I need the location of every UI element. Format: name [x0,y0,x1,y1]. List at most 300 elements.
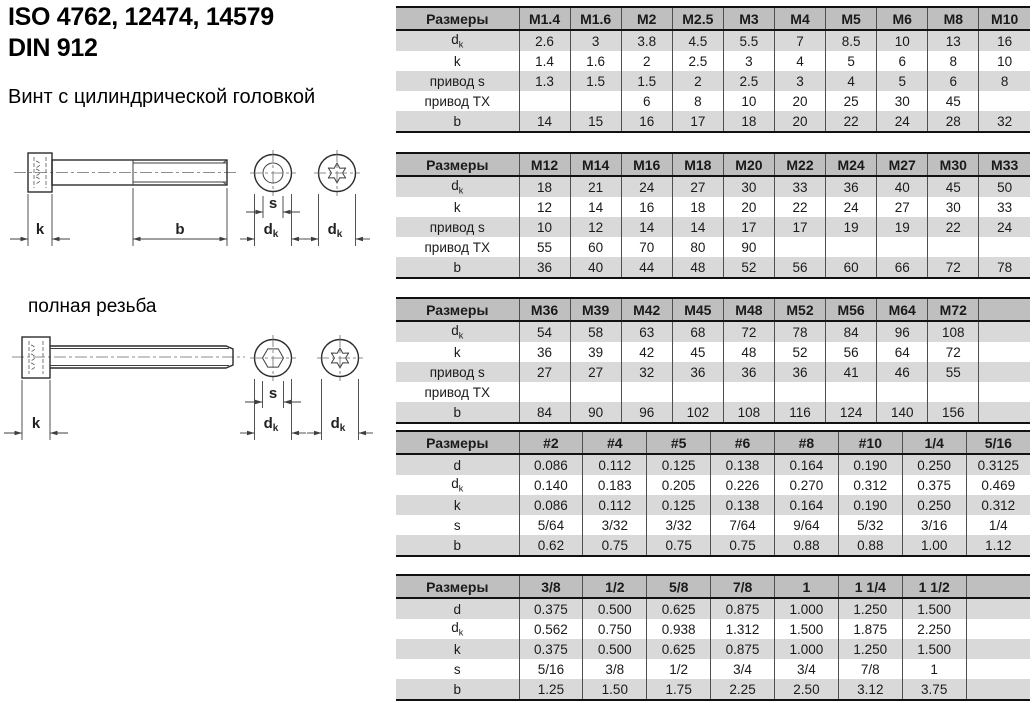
value-cell: 7 [774,30,825,51]
value-cell: 0.875 [711,639,775,659]
value-cell: 6 [928,71,979,91]
row-label: $d_k$ [451,178,464,196]
column-header: M48 [723,298,774,321]
value-cell: 5 [826,51,877,71]
row-label: привод s [429,73,485,89]
end-view-socket [240,150,306,246]
dim-label-dk: $d_k$ [330,415,346,434]
value-cell: 5/16 [519,659,583,679]
value-cell: 1.250 [838,639,902,659]
value-cell: 21 [570,176,621,197]
value-cell: 20 [774,111,825,132]
table-row [396,659,1030,679]
value-cell: 3/32 [583,515,647,535]
iso-standards-title: ISO 4762, 12474, 14579 [8,3,274,31]
value-cell: 22 [826,111,877,132]
row-label: b [396,535,519,556]
column-header: 7/8 [711,575,775,598]
dim-label-dk: $d_k$ [263,221,279,240]
value-cell: 1.25 [519,679,583,700]
header-row [396,7,1030,30]
value-cell: 68 [672,321,723,342]
value-cell: 25 [826,91,877,111]
column-header: 1 1/2 [902,575,966,598]
value-cell: 58 [570,321,621,342]
row-label: b [396,679,519,700]
value-cell [966,619,1030,639]
column-header: M72 [928,298,979,321]
column-header: #8 [775,431,839,454]
value-cell: 36 [672,362,723,382]
value-cell: 20 [774,91,825,111]
value-cell: 1/2 [647,659,711,679]
value-cell: 12 [519,197,570,217]
value-cell: 14 [519,111,570,132]
page-title [8,2,274,64]
value-cell [774,237,825,257]
row-label: k [453,344,461,360]
table-row [396,321,1030,342]
column-header: 1/4 [902,431,966,454]
value-cell: 0.75 [583,535,647,556]
value-cell: 13 [928,30,979,51]
value-cell: 41 [826,362,877,382]
column-header: M22 [774,153,825,176]
value-cell: 2.25 [711,679,775,700]
value-cell: 48 [672,257,723,278]
value-cell: 16 [979,30,1030,51]
value-cell [570,91,621,111]
value-cell [979,382,1030,402]
value-cell: 10 [979,51,1030,71]
metric-table-large [396,297,1030,424]
value-cell [621,382,672,402]
value-cell: 10 [723,91,774,111]
value-cell: 5/32 [838,515,902,535]
value-cell: 4.5 [672,30,723,51]
table-row [396,495,1030,515]
screw-drawing-full-thread [0,328,390,448]
value-cell [826,237,877,257]
value-cell: 44 [621,257,672,278]
value-cell [966,679,1030,700]
value-cell: 17 [723,217,774,237]
value-cell: 0.270 [775,475,839,495]
value-cell: 0.88 [838,535,902,556]
value-cell: 30 [877,91,928,111]
value-cell: 7/8 [838,659,902,679]
dimension-table [396,297,1030,424]
value-cell: 1.5 [570,71,621,91]
value-cell: 10 [877,30,928,51]
value-cell [979,402,1030,423]
value-cell: 8.5 [826,30,877,51]
value-cell: 102 [672,402,723,423]
row-label: $d_k$ [451,476,464,494]
row-label: b [396,111,519,132]
value-cell: 36 [774,362,825,382]
value-cell: 20 [723,197,774,217]
column-header: M20 [723,153,774,176]
value-cell: 0.750 [583,619,647,639]
value-cell: 2.50 [775,679,839,700]
dim-label-k: k [35,221,45,238]
value-cell: 18 [723,111,774,132]
value-cell: 140 [877,402,928,423]
value-cell: 124 [826,402,877,423]
dimension-b [133,188,227,246]
column-header [979,298,1030,321]
value-cell: 27 [519,362,570,382]
value-cell: 0.112 [583,454,647,475]
row-label: s [453,517,461,533]
row-label: $d_k$ [451,323,464,341]
value-cell: 0.125 [647,495,711,515]
value-cell: 96 [621,402,672,423]
value-cell: 0.312 [838,475,902,495]
value-cell: 27 [672,176,723,197]
dimension-table [396,430,1030,557]
row-label: k [453,199,461,215]
value-cell: 0.205 [647,475,711,495]
column-header: M27 [877,153,928,176]
screw-side-view [12,337,245,378]
value-cell: 63 [621,321,672,342]
value-cell [928,237,979,257]
table-row [396,30,1030,51]
table-row [396,111,1030,132]
value-cell [979,321,1030,342]
column-header: M1.6 [570,7,621,30]
table-row [396,535,1030,556]
column-header: M33 [979,153,1030,176]
value-cell: 0.250 [902,495,966,515]
value-cell: 1.500 [902,598,966,619]
value-cell: 0.469 [966,475,1030,495]
value-cell: 116 [774,402,825,423]
value-cell: 90 [570,402,621,423]
value-cell: 33 [979,197,1030,217]
value-cell [519,91,570,111]
value-cell: 6 [877,51,928,71]
value-cell: 0.183 [583,475,647,495]
row-label: привод s [429,219,485,235]
value-cell: 0.375 [519,639,583,659]
column-header: M8 [928,7,979,30]
value-cell: 2.5 [672,51,723,71]
column-header: M12 [519,153,570,176]
value-cell: 2.6 [519,30,570,51]
value-cell: 3 [723,51,774,71]
value-cell: 55 [519,237,570,257]
sizes-header: Размеры [396,298,519,321]
value-cell: 36 [826,176,877,197]
column-header: M56 [826,298,877,321]
dimension-table [396,574,1030,701]
value-cell: 0.112 [583,495,647,515]
row-label: привод s [429,364,485,380]
value-cell: 46 [877,362,928,382]
value-cell: 39 [570,342,621,362]
column-header: M2 [621,7,672,30]
end-view-hex-socket [240,335,306,440]
value-cell: 1.312 [711,619,775,639]
column-header: 1 [775,575,839,598]
dimension-k [10,194,70,246]
value-cell: 5/64 [519,515,583,535]
value-cell [774,382,825,402]
value-cell: 16 [621,111,672,132]
value-cell: 32 [621,362,672,382]
value-cell: 3/4 [775,659,839,679]
value-cell [966,659,1030,679]
table-row [396,619,1030,639]
value-cell: 66 [877,257,928,278]
table-row [396,197,1030,217]
value-cell: 1/4 [966,515,1030,535]
row-label: d [453,601,461,617]
value-cell: 8 [672,91,723,111]
value-cell: 24 [826,197,877,217]
column-header: M10 [979,7,1030,30]
value-cell: 0.3125 [966,454,1030,475]
value-cell: 1.6 [570,51,621,71]
table-row [396,382,1030,402]
value-cell: 36 [519,342,570,362]
row-label: d [453,457,461,473]
value-cell: 84 [826,321,877,342]
value-cell: 1.000 [775,639,839,659]
table-row [396,475,1030,495]
row-label: привод TX [424,384,490,400]
value-cell: 1.00 [902,535,966,556]
value-cell: 0.140 [519,475,583,495]
value-cell: 17 [774,217,825,237]
value-cell: 7/64 [711,515,775,535]
value-cell: 60 [570,237,621,257]
value-cell: 108 [928,321,979,342]
row-label: s [453,661,461,677]
value-cell: 2.5 [723,71,774,91]
dim-label-s: s [268,195,278,212]
value-cell: 0.312 [966,495,1030,515]
value-cell: 90 [723,237,774,257]
row-label: b [396,402,519,423]
screw-side-view [14,153,238,192]
column-header: M2.5 [672,7,723,30]
value-cell: 80 [672,237,723,257]
value-cell: 0.138 [711,495,775,515]
value-cell: 70 [621,237,672,257]
value-cell: 0.190 [838,454,902,475]
column-header: #2 [519,431,583,454]
value-cell: 3/8 [583,659,647,679]
column-header: 5/16 [966,431,1030,454]
value-cell: 1.500 [775,619,839,639]
column-header: #6 [711,431,775,454]
value-cell: 0.190 [838,495,902,515]
value-cell: 0.138 [711,454,775,475]
value-cell: 1.5 [621,71,672,91]
value-cell: 32 [979,111,1030,132]
value-cell: 0.226 [711,475,775,495]
value-cell: 45 [928,91,979,111]
full-thread-label: полная резьба [28,296,157,317]
column-header [966,575,1030,598]
column-header: #5 [647,431,711,454]
column-header: M5 [826,7,877,30]
screw-drawing-partial-thread [0,148,390,266]
column-header: #10 [838,431,902,454]
column-header: M4 [774,7,825,30]
value-cell: 36 [519,257,570,278]
table-row [396,51,1030,71]
imperial-table-small [396,430,1030,557]
value-cell: 8 [979,71,1030,91]
sizes-header: Размеры [396,575,519,598]
value-cell: 54 [519,321,570,342]
value-cell [570,382,621,402]
value-cell [966,598,1030,619]
table-row [396,176,1030,197]
value-cell: 17 [672,111,723,132]
header-row [396,431,1030,454]
row-label: $d_k$ [451,620,464,638]
value-cell: 64 [877,342,928,362]
table-row [396,217,1030,237]
dim-label-k: k [31,415,41,432]
value-cell: 24 [621,176,672,197]
value-cell: 30 [723,176,774,197]
value-cell: 1 [902,659,966,679]
column-header: 3/8 [519,575,583,598]
value-cell: 55 [928,362,979,382]
table-row [396,402,1030,423]
value-cell: 1.875 [838,619,902,639]
value-cell [979,362,1030,382]
value-cell: 0.086 [519,495,583,515]
value-cell: 24 [877,111,928,132]
value-cell: 14 [621,217,672,237]
column-header: M45 [672,298,723,321]
value-cell: 52 [723,257,774,278]
value-cell: 0.086 [519,454,583,475]
column-header: #4 [583,431,647,454]
table-row [396,362,1030,382]
value-cell: 1.50 [583,679,647,700]
value-cell: 0.875 [711,598,775,619]
dimension-table [396,152,1030,279]
value-cell: 33 [774,176,825,197]
value-cell: 2 [621,51,672,71]
value-cell [979,91,1030,111]
value-cell: 0.500 [583,639,647,659]
value-cell: 96 [877,321,928,342]
value-cell: 1.12 [966,535,1030,556]
header-row [396,298,1030,321]
table-row [396,342,1030,362]
end-view-torx [304,150,370,246]
dimension-k [4,380,68,440]
product-subtitle: Винт с цилиндрической головкой [8,86,316,108]
value-cell [826,382,877,402]
value-cell: 1.3 [519,71,570,91]
value-cell: 0.75 [647,535,711,556]
sizes-header: Размеры [396,431,519,454]
column-header: M42 [621,298,672,321]
value-cell: 0.62 [519,535,583,556]
value-cell: 45 [672,342,723,362]
value-cell [672,382,723,402]
sizes-header: Размеры [396,153,519,176]
metric-table-small [396,6,1030,133]
value-cell: 3.75 [902,679,966,700]
value-cell: 5 [877,71,928,91]
column-header: M36 [519,298,570,321]
metric-table-medium [396,152,1030,279]
value-cell: 18 [519,176,570,197]
value-cell: 78 [774,321,825,342]
column-header: M16 [621,153,672,176]
value-cell [877,382,928,402]
value-cell: 9/64 [775,515,839,535]
value-cell: 0.375 [902,475,966,495]
value-cell: 1.4 [519,51,570,71]
column-header: 1 1/4 [838,575,902,598]
value-cell: 1.500 [902,639,966,659]
value-cell: 0.500 [583,598,647,619]
value-cell: 56 [774,257,825,278]
value-cell: 72 [928,342,979,362]
value-cell: 3/4 [711,659,775,679]
column-header: M6 [877,7,928,30]
table-row [396,679,1030,700]
value-cell: 4 [774,51,825,71]
value-cell: 16 [621,197,672,217]
column-header: M64 [877,298,928,321]
table-row [396,454,1030,475]
value-cell: 78 [979,257,1030,278]
value-cell [966,639,1030,659]
value-cell [519,382,570,402]
row-label: $d_k$ [451,32,464,50]
value-cell: 4 [826,71,877,91]
row-label: k [453,53,461,69]
value-cell [979,342,1030,362]
value-cell [979,237,1030,257]
value-cell: 40 [570,257,621,278]
value-cell: 0.625 [647,598,711,619]
value-cell [877,237,928,257]
value-cell: 5.5 [723,30,774,51]
dim-label-b: b [175,221,185,238]
value-cell: 27 [877,197,928,217]
table-row [396,71,1030,91]
row-label: b [396,257,519,278]
value-cell: 28 [928,111,979,132]
value-cell: 60 [826,257,877,278]
header-row [396,153,1030,176]
value-cell: 52 [774,342,825,362]
value-cell: 10 [519,217,570,237]
value-cell: 42 [621,342,672,362]
value-cell: 72 [723,321,774,342]
value-cell: 3/16 [902,515,966,535]
dimension-table [396,6,1030,133]
value-cell: 108 [723,402,774,423]
value-cell: 3 [774,71,825,91]
value-cell: 14 [672,217,723,237]
